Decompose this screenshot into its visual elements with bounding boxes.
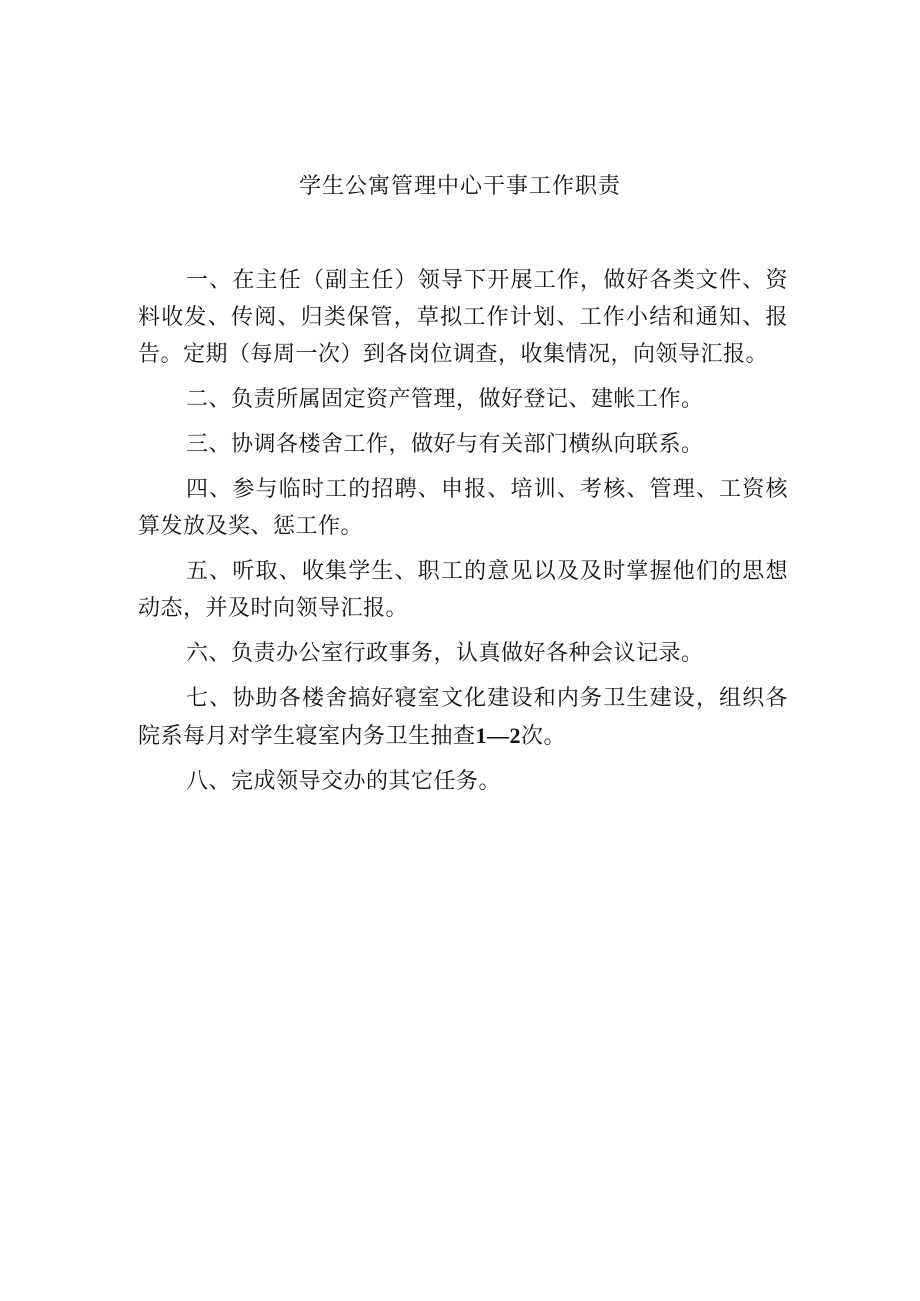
- duty-item-5: 五、听取、收集学生、职工的意见以及及时掌握他们的思想动态，并及时向领导汇报。: [138, 559, 788, 621]
- duty-item-6: 六、负责办公室行政事务，认真做好各种会议记录。: [186, 641, 704, 666]
- duty-item-2: 二、负责所属固定资产管理，做好登记、建帐工作。: [186, 387, 704, 412]
- duty-item-4: 四、参与临时工的招聘、申报、培训、考核、管理、工资核算发放及奖、惩工作。: [138, 477, 788, 539]
- duty-item-3: 三、协调各楼舍工作，做好与有关部门横纵向联系。: [186, 432, 704, 457]
- duty-item-7-text: 七、协助各楼舍搞好寝室文化建设和内务卫生建设，组织各院系每月对学生寝室内务卫生抽查: [138, 686, 788, 749]
- duty-item-8: 八、完成领导交办的其它任务。: [186, 769, 502, 794]
- duty-item-7-frequency: 1—2: [475, 723, 522, 748]
- duty-item-7-suffix: 次。: [521, 724, 567, 749]
- duty-item-7: [138, 680, 788, 755]
- document-body: [138, 262, 788, 808]
- document-title: 学生公寓管理中心干事工作职责: [298, 174, 621, 199]
- duty-item-1: 一、在主任（副主任）领导下开展工作，做好各类文件、资料收发、传阅、归类保管，草拟工作计划、工作小结和通知、报告。定期（每周一次）到各岗位调查，收集情况，向领导汇报。: [138, 268, 788, 367]
